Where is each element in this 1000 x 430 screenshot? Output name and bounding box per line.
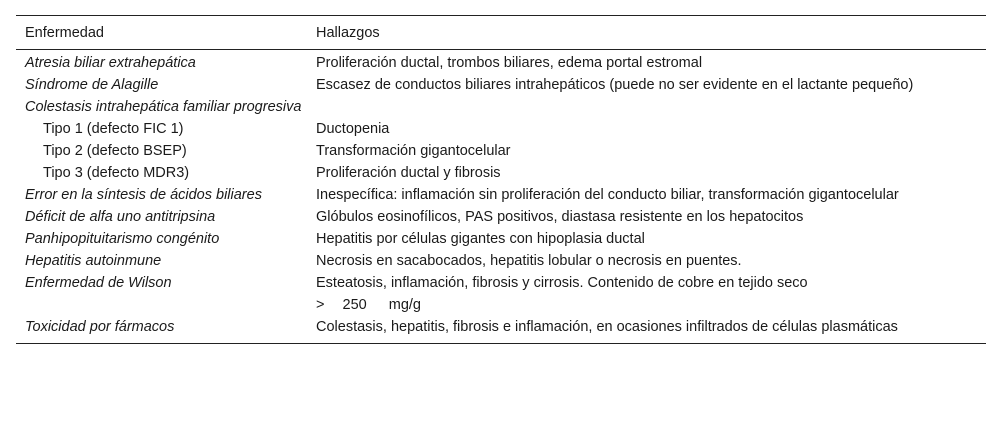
disease-subtype-cell: Tipo 1 (defecto FIC 1) — [43, 121, 184, 137]
disease-cell: Síndrome de Alagille — [25, 77, 159, 93]
table-row — [16, 162, 986, 184]
disease-cell: Enfermedad de Wilson — [25, 275, 172, 291]
table-header — [16, 16, 986, 50]
table-row — [16, 228, 986, 250]
table-row — [16, 184, 986, 206]
gt-symbol: > — [316, 297, 325, 313]
disease-subtype-cell: Tipo 3 (defecto MDR3) — [43, 165, 190, 181]
table-row — [16, 118, 986, 140]
table-body — [16, 50, 986, 343]
disease-cell: Déficit de alfa uno antitripsina — [25, 209, 216, 225]
finding-cell: Proliferación ductal y fibrosis — [316, 165, 501, 181]
table-row — [16, 206, 986, 228]
findings-table — [16, 15, 986, 344]
finding-cell: Escasez de conductos biliares intrahepáticos (puede no ser evidente en el lactante pequeño) — [316, 77, 914, 93]
disease-cell: Hepatitis autoinmune — [25, 253, 162, 269]
table-row — [16, 316, 986, 338]
disease-cell: Error en la síntesis de ácidos biliares — [25, 187, 262, 203]
finding-cell: Ductopenia — [316, 121, 390, 137]
finding-cell: Necrosis en sacabocados, hepatitis lobular o necrosis en puentes. — [316, 253, 742, 269]
disease-cell: Toxicidad por fármacos — [25, 319, 175, 335]
finding-text: Esteatosis, inflamación, fibrosis y cirrosis. Contenido de cobre en tejido seco — [316, 275, 808, 291]
header-disease: Enfermedad — [25, 24, 104, 41]
table-row — [16, 272, 986, 316]
table-row — [16, 96, 986, 118]
table-row — [16, 74, 986, 96]
finding-cell: Proliferación ductal, trombos biliares, edema portal estromal — [316, 55, 703, 71]
finding-cell: Transformación gigantocelular — [316, 143, 511, 159]
header-findings: Hallazgos — [316, 24, 380, 41]
finding-cell: Hepatitis por células gigantes con hipoplasia ductal — [316, 231, 645, 247]
table-row — [16, 52, 986, 74]
disease-cell: Atresia biliar extrahepática — [25, 55, 196, 71]
copper-value: 250 — [342, 297, 367, 313]
copper-threshold — [316, 294, 926, 316]
disease-cell: Panhipopituitarismo congénito — [25, 231, 220, 247]
finding-cell: Glóbulos eosinofílicos, PAS positivos, diastasa resistente en los hepatocitos — [316, 209, 804, 225]
copper-unit: mg/g — [388, 297, 421, 313]
disease-subtype-cell: Tipo 2 (defecto BSEP) — [43, 143, 187, 159]
disease-group-cell: Colestasis intrahepática familiar progresiva — [25, 99, 302, 115]
table-row — [16, 250, 986, 272]
table-row — [16, 140, 986, 162]
finding-cell-wilson — [308, 272, 986, 316]
finding-cell: Inespecífica: inflamación sin proliferación del conducto biliar, transformación gigantocelular — [316, 187, 899, 203]
finding-cell: Colestasis, hepatitis, fibrosis e inflamación, en ocasiones infiltrados de células plasmáticas — [316, 319, 898, 335]
